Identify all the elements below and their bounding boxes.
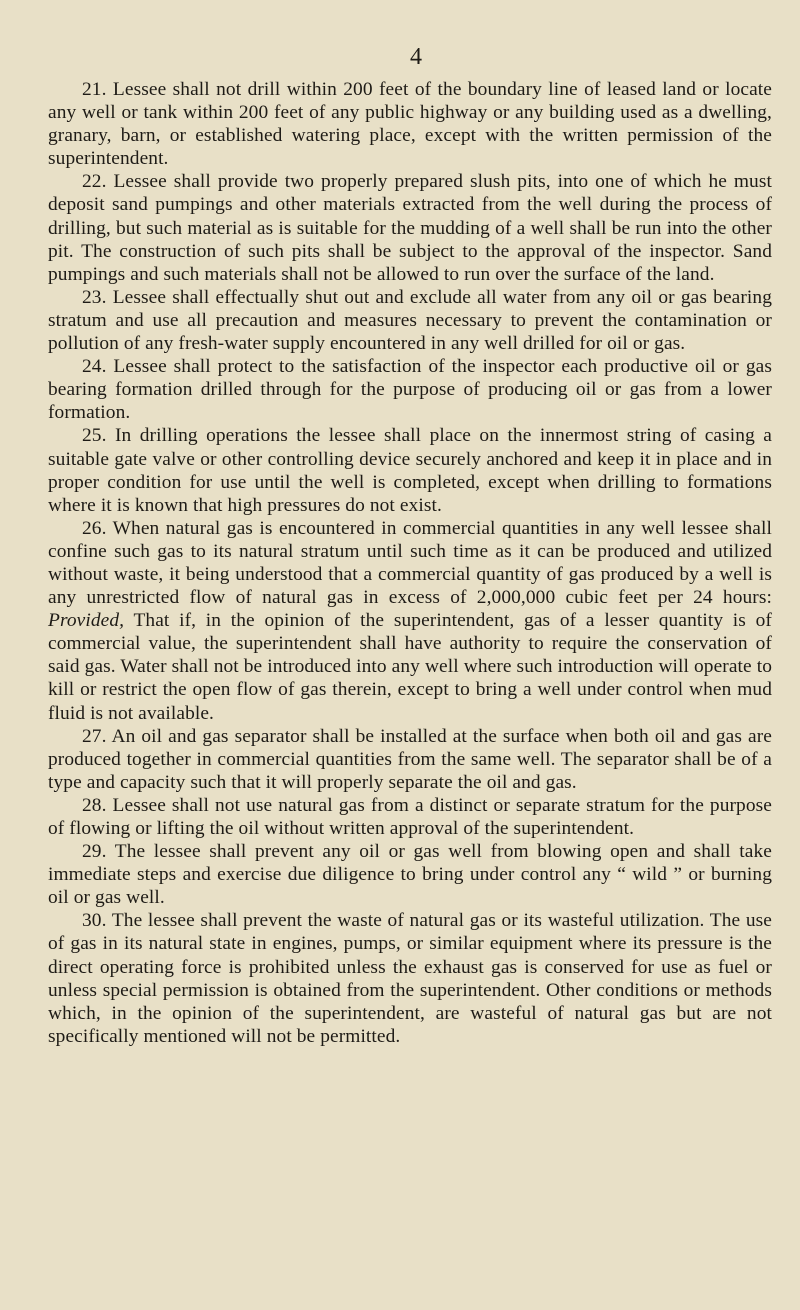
section-number: 28. [82,794,107,816]
section-30 [48,909,772,1048]
proviso-italic: Provided, [48,610,125,632]
section-26 [48,517,772,725]
section-number: 22. [82,171,107,193]
section-number: 26. [82,517,107,539]
section-number: 29. [82,841,107,863]
section-23 [48,286,772,355]
section-text: The lessee shall prevent any oil or gas well from blowing open and shall take immediate steps and exercise due diligence to bring under control any “ wild ” or burning oil or gas well. [48,841,772,909]
section-text: Lessee shall provide two properly prepared slush pits, into one of which he must deposit sand pumpings and other materials extracted from the well during the process of drilling, but such material as is suitable for the mudding of a well shall be run into the other pit. The construction of such pits shall be subject to the approval of the inspector. Sand pumpings and such materials shall not be allowed to run over the surface of the land. [48,171,772,285]
section-text-after: That if, in the opinion of the superintendent, gas of a lesser quantity is of commercial value, the superintendent shall have authority to require the conservation of said gas. Water shall not be introduced into any well where such introduction will operate to kill or restrict the open flow of gas therein, except to bring a well under control when mud fluid is not available. [48,610,772,724]
section-number: 24. [82,356,107,378]
section-text: In drilling operations the lessee shall place on the innermost string of casing a suitable gate valve or other controlling device securely anchored and keep it in place and in proper condition for use until the well is completed, except when drilling to formations where it is known that high pressures do not exist. [48,425,772,516]
section-24 [48,355,772,424]
section-text: Lessee shall protect to the satisfaction of the inspector each productive oil or gas bearing formation drilled through for the purpose of producing oil or gas from a lower formation. [48,356,772,424]
section-text: Lessee shall effectually shut out and exclude all water from any oil or gas bearing stratum and use all precaution and measures necessary to prevent the contamination or pollution of any fresh-water supply encountered in any well drilled for oil or gas. [48,286,772,355]
section-27 [48,725,772,794]
section-text: Lessee shall not use natural gas from a distinct or separate stratum for the purpose of flowing or lifting the oil without written approval of the superintendent. [48,794,772,839]
section-22 [48,170,772,285]
section-text: Lessee shall not drill within 200 feet of the boundary line of leased land or locate any well or tank within 200 feet of any public highway or any building used as a dwelling, granary, barn, or established watering place, except with the written permission of the superintendent. [48,79,772,170]
section-25 [48,424,772,516]
section-number: 23. [82,286,107,308]
section-text: An oil and gas separator shall be installed at the surface when both oil and gas are produced together in commercial quantities from the same well. The separator shall be of a type and capacity such that it will properly separate the oil and gas. [48,725,772,793]
section-text: The lessee shall prevent the waste of natural gas or its wasteful utilization. The use of gas in its natural state in engines, pumps, or similar equipment where its pressure is the direct operating force is prohibited unless the exhaust gas is conserved for use as fuel or unless special permission is obtained from the superintendent. Other conditions or methods which, in the opinion of the superintendent, are wasteful of natural gas but are not specifically mentioned will not be permitted. [48,910,772,1047]
section-29 [48,840,772,909]
page-number: 4 [410,44,422,70]
section-number: 30. [82,910,107,932]
section-number: 27. [82,725,107,747]
section-text-before: When natural gas is encountered in commercial quantities in any well lessee shall confine such gas to its natural stratum until such time as it can be produced and utilized without waste, it being understood that a commercial quantity of gas produced by a well is any unrestricted flow of natural gas in excess of 2,000,000 cubic feet per 24 hours: [48,517,772,609]
section-number: 25. [82,425,107,447]
section-21 [48,78,772,170]
section-28 [48,794,772,840]
section-number: 21. [82,79,107,100]
